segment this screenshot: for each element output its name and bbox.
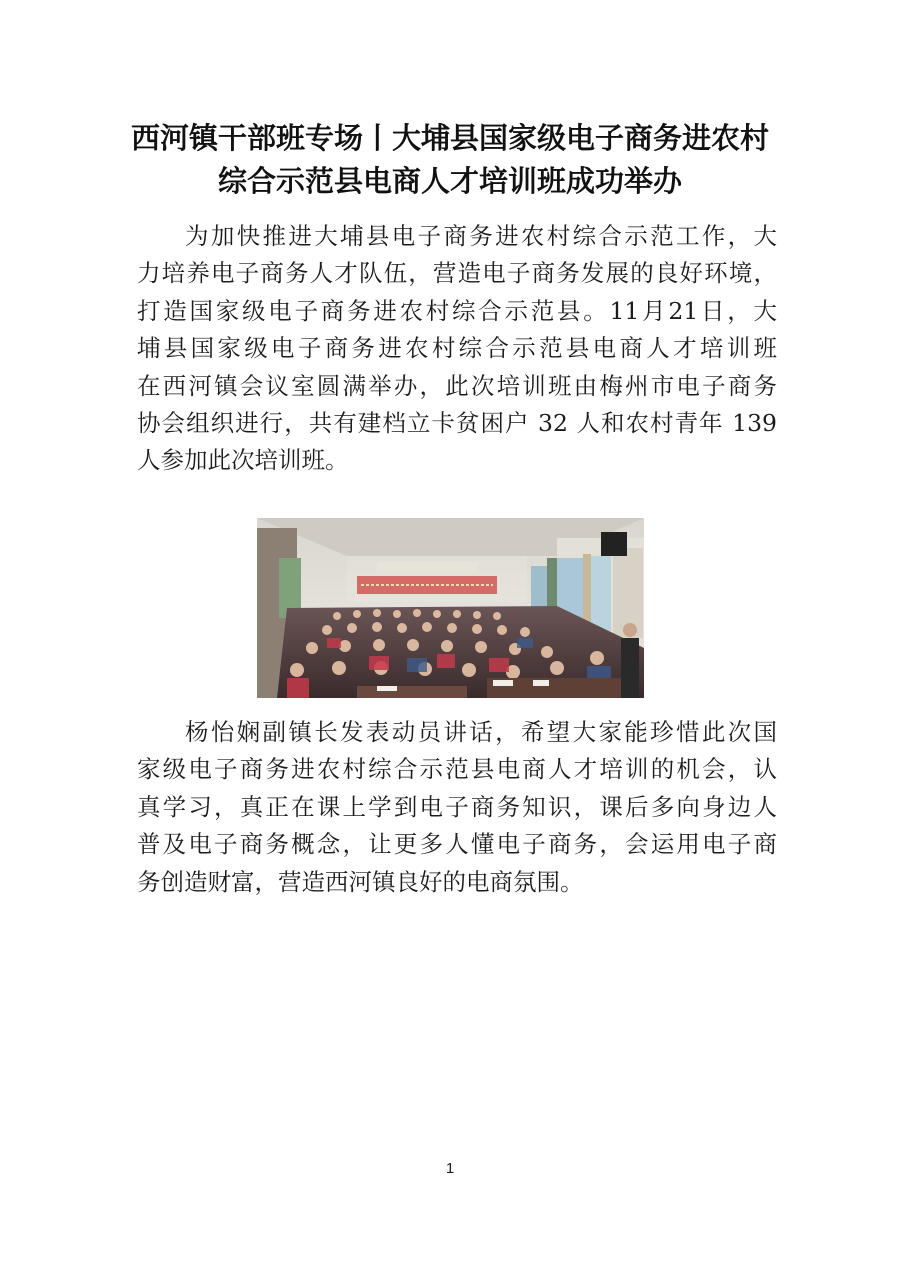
paragraph-line: 务创造财富，营造西河镇良好的电商氛围。 — [137, 867, 584, 896]
document-title-line-2: 综合示范县电商人才培训班成功举办 — [217, 164, 682, 198]
paragraph-line: 打造国家级电子商务进农村综合示范县。11月21日，大 — [137, 296, 777, 325]
paragraph-line: 力培养电子商务人才队伍，营造电子商务发展的良好环境， — [137, 259, 777, 288]
paragraph-line: 杨怡娴副镇长发表动员讲话，希望大家能珍惜此次国 — [185, 718, 777, 746]
paragraph-speech — [137, 714, 777, 901]
paragraph-line: 在西河镇会议室圆满举办，此次培训班由梅州市电子商务 — [137, 371, 777, 400]
paragraph-line: 人参加此次培训班。 — [137, 446, 349, 475]
paragraph-line: 家级电子商务进农村综合示范县电商人才培训的机会，认 — [137, 755, 777, 784]
paragraph-line: 普及电子商务概念，让更多人懂电子商务，会运用电子商 — [137, 830, 777, 859]
training-class-photo — [257, 518, 644, 698]
page-number: 1 — [445, 1160, 455, 1177]
paragraph-line: 为加快推进大埔县电子商务进农村综合示范工作，大 — [185, 222, 777, 250]
paragraph-line: 真学习，真正在课上学到电子商务知识，课后多向身边人 — [137, 792, 777, 821]
paragraph-intro — [137, 218, 777, 480]
paragraph-line: 协会组织进行，共有建档立卡贫困户 32 人和农村青年 139 — [137, 408, 777, 437]
document-title-line-1: 西河镇干部班专场丨大埔县国家级电子商务进农村 — [130, 121, 769, 155]
paragraph-line: 埔县国家级电子商务进农村综合示范县电商人才培训班 — [137, 334, 777, 363]
